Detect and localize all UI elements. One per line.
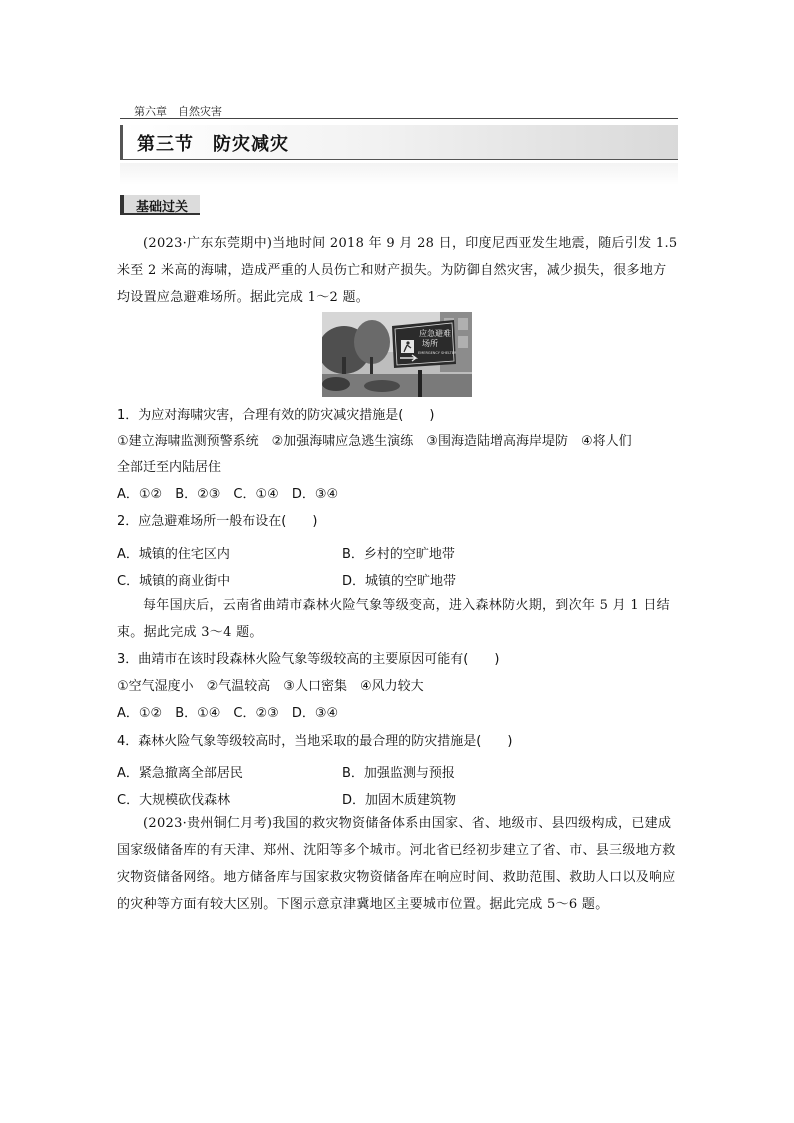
passage-1: (2023·广东东莞期中)当地时间 2018 年 9 月 28 日，印度尼西亚发生地震，随后引发 1.5 米至 2 米高的海啸，造成严重的人员伤亡和财产损失。为防御自然灾害，减少损失，很多地方均设置应急避难场所。据此完成 1～2 题。	[117, 236, 678, 305]
badge-label: 基础过关	[136, 200, 189, 215]
q2-option-a: A．城镇的住宅区内	[117, 547, 230, 562]
q1-stem: 1．为应对海啸灾害，合理有效的防灾减灾措施是( )	[117, 408, 435, 423]
photo-illustration	[322, 312, 472, 397]
q1-items-line2: 全部迁至内陆居住	[117, 460, 222, 475]
sign-text-line1: 应急避难	[419, 329, 451, 338]
section-badge	[120, 195, 200, 215]
q1-options: A．①② B．②③ C．①④ D．③④	[117, 487, 339, 502]
q3-items: ①空气湿度小 ②气温较高 ③人口密集 ④风力较大	[117, 679, 424, 694]
q4-option-d: D．加固木质建筑物	[342, 793, 457, 808]
q4-stem: 4．森林火险气象等级较高时，当地采取的最合理的防灾措施是( )	[117, 734, 513, 749]
q3-stem: 3．曲靖市在该时段森林火险气象等级较高的主要原因可能有( )	[117, 652, 500, 667]
sign-text-line2: 场所	[422, 339, 438, 348]
sign-text-small: EMERGENCY SHELTER	[418, 351, 457, 355]
q4-option-b: B．加强监测与预报	[342, 766, 455, 781]
q4-option-c: C．大规模砍伐森林	[117, 793, 231, 808]
q2-option-c: C．城镇的商业街中	[117, 574, 231, 589]
q2-option-d: D．城镇的空旷地带	[342, 574, 457, 589]
chapter-label: 第六章 自然灾害	[134, 105, 222, 118]
section-title-band	[120, 125, 678, 159]
q4-option-a: A．紧急撤离全部居民	[117, 766, 243, 781]
shelter-sign-photo	[322, 312, 472, 397]
q2-stem: 2．应急避难场所一般布设在( )	[117, 514, 318, 529]
header-shade	[120, 163, 678, 185]
header-rule-bottom	[120, 159, 678, 160]
q3-options: A．①② B．①④ C．②③ D．③④	[117, 706, 339, 721]
passage-3: (2023·贵州铜仁月考)我国的救灾物资储备体系由国家、省、地级市、县四级构成，已建成国家级储备库的有天津、郑州、沈阳等多个城市。河北省已经初步建立了省、市、县三级地方救灾物资储备网络。地方储备库与国家救灾物资储备库在响应时间、救助范围、救助人口以及响应的灾种等方面有较大区别。下图示意京津冀地区主要城市位置。据此完成 5～6 题。	[117, 816, 676, 912]
q1-items-line1: ①建立海啸监测预警系统 ②加强海啸应急逃生演练 ③围海造陆增高海岸堤防 ④将人们	[117, 434, 632, 449]
header-rule	[120, 118, 678, 119]
q2-option-b: B．乡村的空旷地带	[342, 547, 455, 562]
section-title: 第三节 防灾减灾	[137, 134, 289, 155]
passage-2: 每年国庆后，云南省曲靖市森林火险气象等级变高，进入森林防火期，到次年 5 月 1 日结束。据此完成 3～4 题。	[117, 598, 670, 640]
